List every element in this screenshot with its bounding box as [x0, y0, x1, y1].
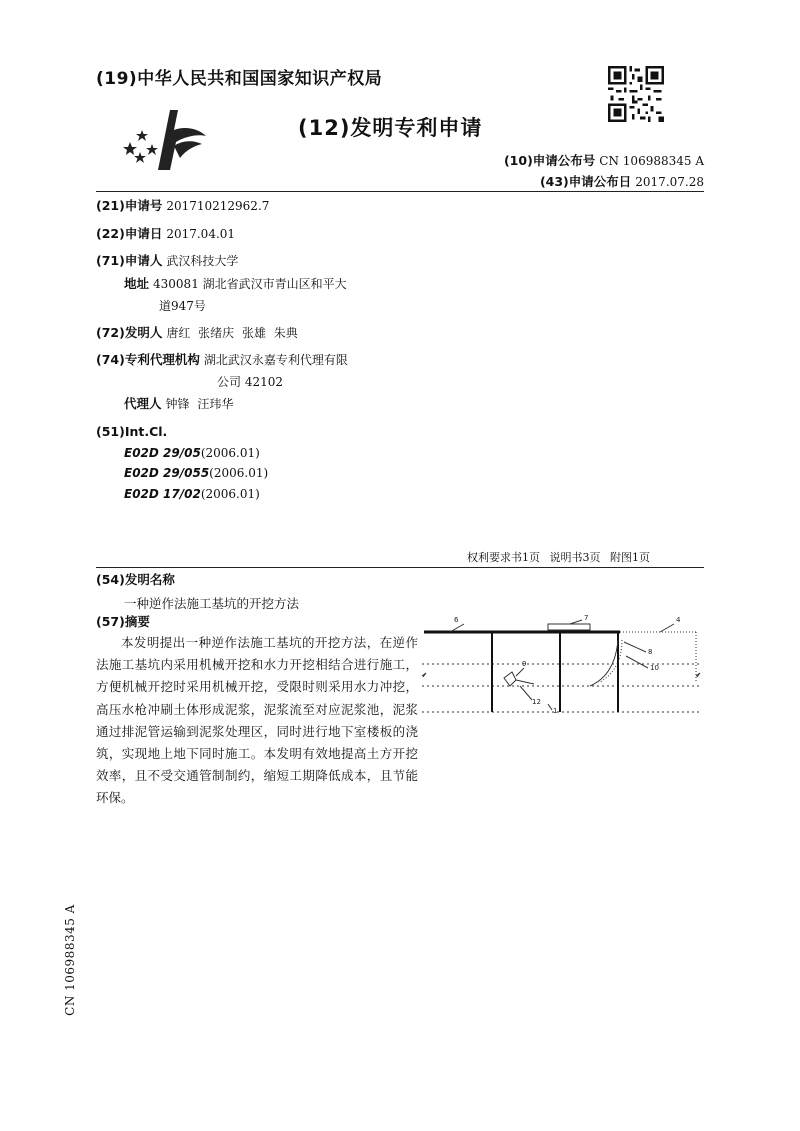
patent-agents-label: 代理人: [124, 396, 162, 411]
ipc-code: E02D 29/055: [124, 466, 210, 480]
invention-title-label: (54)发明名称: [96, 572, 175, 587]
applicant-value: 武汉科技大学: [166, 254, 239, 268]
drawing-label: 9: [522, 660, 527, 668]
ipc-entry: [124, 446, 260, 460]
patent-agency: [96, 352, 348, 368]
applicant-label: (71)申请人: [96, 253, 163, 268]
application-number-label: (21)申请号: [96, 198, 163, 213]
publication-date: [540, 172, 704, 190]
abstract-text: 本发明提出一种逆作法施工基坑的开挖方法，在逆作法施工基坑内采用机械开挖和水力开挖相结合进行施工，方便机械开挖时采用机械开挖，受限时则采用水力冲挖，高压水枪冲刷土体形成泥浆，泥浆流至对应泥浆池，泥浆通过排泥管运输到泥浆处理区，同时进行地下室楼板的浇筑，实现地上地下同时施工。本发明有效地提高土方开挖效率，且不受交通管制制约，缩短工期降低成本，且节能环保。: [96, 635, 418, 806]
patent-agency-label: (74)专利代理机构: [96, 352, 200, 367]
publication-number-value: CN 106988345 A: [599, 154, 704, 168]
ipc-version: (2006.01): [209, 466, 269, 480]
ipc-code: E02D 29/05: [124, 446, 201, 460]
abstract-label: (57)摘要: [96, 614, 150, 629]
application-date-value: 2017.04.01: [166, 227, 236, 241]
patent-agency-line-1: 湖北武汉永嘉专利代理有限: [203, 353, 348, 367]
ipc-code: E02D 17/02: [124, 487, 201, 501]
drawing-label: 12: [532, 698, 541, 706]
ipc-entry: [124, 487, 260, 501]
ipc-version: (2006.01): [200, 446, 260, 460]
office-name: (19)中华人民共和国国家知识产权局: [96, 69, 383, 89]
patent-agents: [124, 396, 233, 412]
address: [124, 276, 347, 292]
drawing-label: 10: [650, 664, 659, 672]
applicant: [96, 253, 238, 269]
drawing-label: 7: [584, 614, 589, 622]
section-divider: [96, 567, 704, 568]
application-date: [96, 226, 235, 242]
publication-number: [504, 151, 704, 169]
drawing-label: 6: [454, 616, 459, 624]
publication-number-label: (10)申请公布号: [503, 153, 596, 168]
address-line-2: 道947号: [159, 299, 206, 313]
inventors-label: (72)发明人: [96, 325, 163, 340]
drawing-label: 4: [676, 616, 681, 624]
address-line-1: 430081 湖北省武汉市青山区和平大: [153, 277, 347, 291]
patent-agency-line-2: 公司 42102: [217, 375, 283, 389]
document-type: (12)发明专利申请: [298, 116, 483, 140]
publication-date-value: 2017.07.28: [635, 175, 704, 189]
abstract-drawing: [420, 612, 704, 714]
inventors-value: 唐红 张绪庆 张雄 朱典: [166, 326, 298, 340]
patent-agents-value: 钟锋 汪玮华: [165, 397, 234, 411]
inventors: [96, 325, 298, 341]
cnipa-logo: [118, 106, 210, 176]
qr-code-icon: [608, 66, 664, 122]
application-date-label: (22)申请日: [96, 226, 163, 241]
application-number: [96, 198, 269, 214]
drawing-label: 8: [648, 648, 653, 656]
invention-title: 一种逆作法施工基坑的开挖方法: [124, 596, 300, 611]
application-number-value: 201710212962.7: [166, 199, 270, 213]
header-divider: [96, 191, 704, 192]
address-label: 地址: [124, 276, 150, 291]
page-count-info: 权利要求书1页 说明书3页 附图1页: [467, 551, 650, 564]
publication-date-label: (43)申请公布日: [539, 174, 632, 189]
drawing-label: 1: [553, 707, 558, 714]
intcl-label: (51)Int.Cl.: [96, 424, 168, 439]
ipc-entry: [124, 466, 268, 480]
ipc-version: (2006.01): [200, 487, 260, 501]
